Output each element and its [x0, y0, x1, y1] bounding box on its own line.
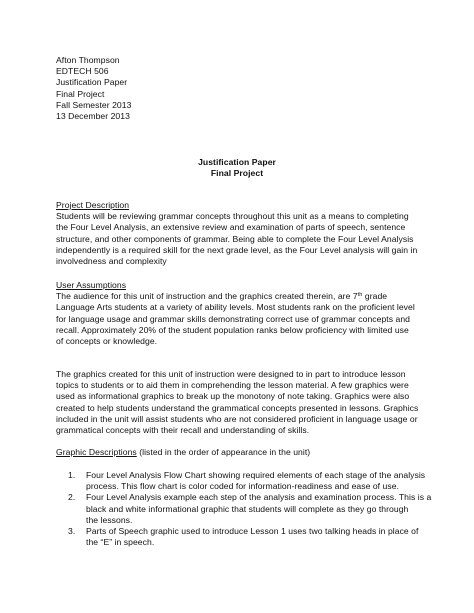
title-line-2: Final Project [210, 168, 264, 179]
list-item-line: the “E” in speech. [86, 537, 155, 548]
superscript-th: th [357, 292, 363, 299]
paragraph-line [56, 291, 426, 302]
paragraph-line: The graphics created for this unit of instruction were designed to in part to introduce lesson [56, 369, 406, 379]
author-name: Afton Thompson [56, 55, 120, 65]
project-description-section [56, 200, 426, 267]
list-item-line: Four Level Analysis Flow Chart showing required elements of each stage of the analysis [86, 470, 426, 480]
paragraph-line: Language Arts students at a variety of ability levels. Most students rank on the proficient level [56, 302, 415, 313]
list-item-line: process. This flow chart is color coded for information-readiness and ease of use. [86, 481, 399, 492]
date: 13 December 2013 [56, 111, 130, 122]
paragraph-line: the Four Level Analysis, an extensive review and examination of parts of speech, sentence [56, 222, 406, 233]
paragraph-line: Students will be reviewing grammar concepts throughout this unit as a means to completing [56, 211, 409, 222]
page-title [0, 157, 474, 179]
list-item-line: Parts of Speech graphic used to introduce Lesson 1 uses two talking heads in place of [86, 526, 419, 537]
graphics-paragraph [56, 369, 426, 436]
paragraph-line: included in the unit will assist students who are not considered proficient in language usage or [56, 413, 418, 424]
paragraph-line: grammatical concepts with their recall and understanding of skills. [56, 425, 310, 436]
paragraph-line: of concepts or knowledge. [56, 336, 158, 347]
list-item-line: Four Level Analysis example each step of the analysis and examination process. This is a [86, 492, 432, 503]
list-number: 2. [68, 492, 76, 503]
paragraph-line: independently is a required skill for the next grade level, as the Four Level analysis will gain in [56, 244, 418, 255]
graphic-descriptions-heading: Graphic Descriptions [56, 447, 137, 457]
graphic-descriptions-heading-row [56, 447, 426, 458]
line-text: The audience for this unit of instruction and the graphics created therein, are 7 [56, 291, 358, 302]
author-header [56, 55, 336, 122]
list-item [68, 470, 426, 492]
paragraph-line: for language usage and grammar skills demonstrating correct use of grammar concepts and [56, 313, 411, 324]
list-item-line: the lessons. [86, 514, 133, 525]
line-text: grade [362, 291, 388, 302]
paragraph-line: involvedness and complexity [56, 256, 167, 267]
paragraph-line: recall. Approximately 20% of the student population ranks below proficiency with limited use [56, 324, 409, 335]
paragraph-line: used as informational graphics to break up the monotony of note taking. Graphics were also [56, 391, 410, 402]
title-line-1: Justification Paper [198, 157, 276, 167]
user-assumptions-heading: User Assumptions [56, 280, 127, 290]
paragraph-line: created to help students understand the grammatical concepts presented in lessons. Graphics [56, 402, 419, 413]
list-item-line: black and white informational graphic that students will complete as they go through [86, 503, 409, 514]
list-number: 1. [68, 470, 76, 480]
list-item [68, 526, 426, 548]
paper-type: Justification Paper [56, 77, 128, 88]
project-description-heading: Project Description [56, 200, 130, 210]
user-assumptions-section [56, 280, 426, 347]
project-name: Final Project [56, 88, 105, 99]
list-item [68, 492, 432, 526]
graphic-descriptions-list [68, 470, 432, 548]
list-number: 3. [68, 526, 76, 537]
paragraph-line: topics to students or to aid them in comprehending the lesson material. A few graphics were [56, 380, 409, 391]
paragraph-line: structure, and other components of grammar. Being able to complete the Four Level Analysis [56, 233, 414, 244]
course-code: EDTECH 506 [56, 66, 109, 77]
graphic-descriptions-note: (listed in the order of appearance in the unit) [136, 447, 311, 457]
semester: Fall Semester 2013 [56, 99, 132, 110]
